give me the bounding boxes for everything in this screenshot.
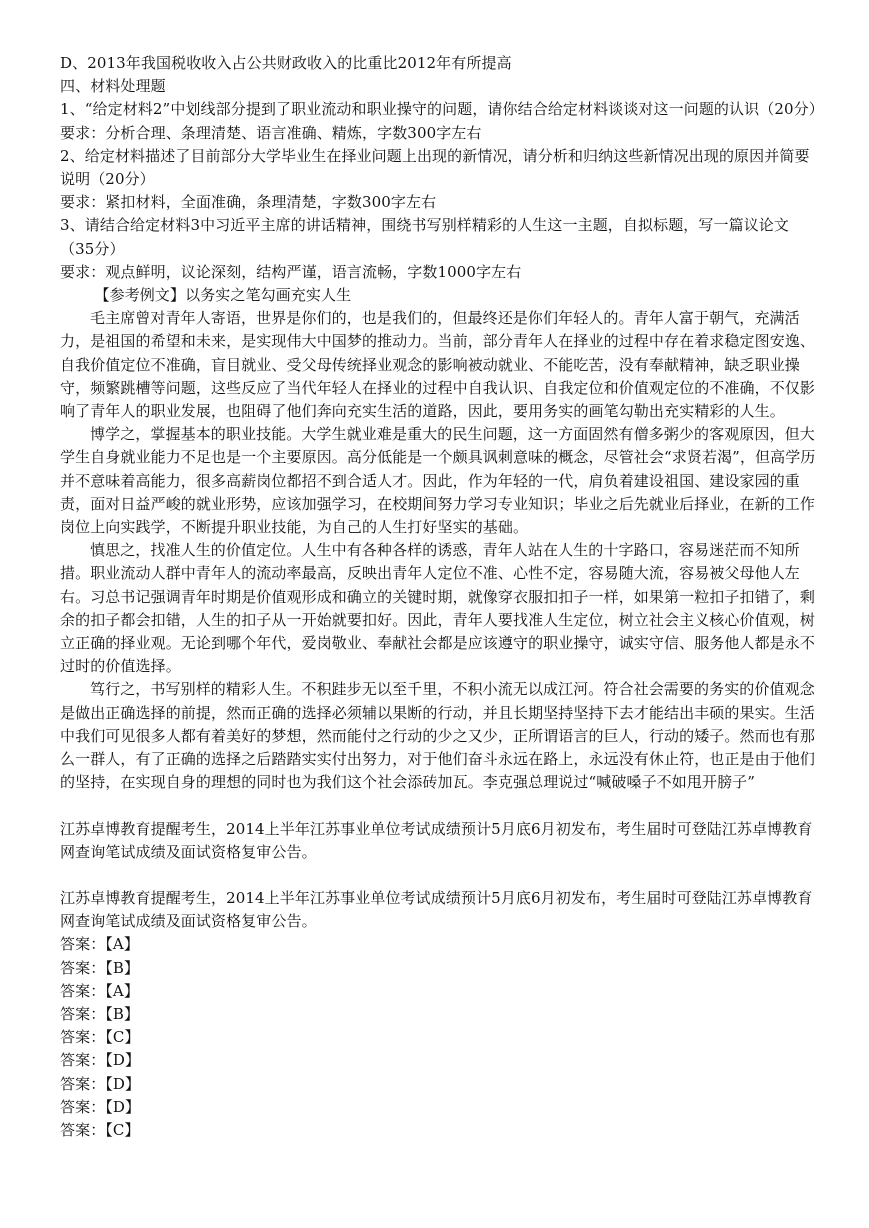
answer-item: 答案：【D】 — [60, 1074, 141, 1093]
spacer — [60, 864, 818, 887]
notice-2: 江苏卓博教育提醒考生，2014上半年江苏事业单位考试成绩预计5月底6月初发布，考生届时可登陆江苏卓博教育网查询笔试成绩及面试资格复审公告。 — [60, 888, 813, 931]
notice-1: 江苏卓博教育提醒考生，2014上半年江苏事业单位考试成绩预计5月底6月初发布，考生届时可登陆江苏卓博教育网查询笔试成绩及面试资格复审公告。 — [60, 819, 813, 861]
answer-item: 答案：【D】 — [60, 1097, 141, 1116]
document-page — [60, 52, 824, 1142]
requirement-1: 要求：分析合理、条理清楚、语言准确、精炼，字数300字左右 — [60, 123, 482, 142]
question-1: 1、“给定材料2”中划线部分提到了职业流动和职业操守的问题，请你结合给定材料谈谈对这一问题的认识（20分） — [60, 100, 824, 119]
answer-item: 答案：【A】 — [60, 981, 139, 1000]
essay-paragraph-1: 毛主席曾对青年人寄语，世界是你们的，也是我们的，但最终还是你们年轻人的。青年人富于朝气，充满活力，是祖国的希望和未来，是实现伟大中国梦的推动力。当前，部分青年人在择业的过程中存在着求稳定图安逸、自我价值定位不准确，盲目就业、受父母传统择业观念的影响被动就业、不能吃苦，没有奉献精神，缺乏职业操守，频繁跳槽等问题，这些反应了当代年轻人在择业的过程中自我认识、自我定位和价值观定位的不准确，不仅影响了青年人的职业发展，也阻碍了他们奔向充实生活的道路，因此，要用务实的画笔勾勒出充实精彩的人生。 — [60, 309, 816, 421]
answer-item: 答案：【D】 — [60, 1051, 141, 1070]
essay-paragraph-3: 慎思之，找准人生的价值定位。人生中有各种各样的诱惑，青年人站在人生的十字路口，容易迷茫而不知所措。职业流动人群中青年人的流动率最高，反映出青年人定位不准、心性不定，容易随大流，容易被父母他人左右。习总书记强调青年时期是价值观形成和确立的关键时期，就像穿衣服扣扣子一样，如果第一粒扣子扣错了，剩余的扣子都会扣错，人生的扣子从一开始就要扣好。因此，青年人要找准人生定位，树立社会主义核心价值观，树立正确的择业观。无论到哪个年代，爱岗敬业、奉献社会都是应该遵守的职业操守，诚实守信、服务他人都是永不过时的价值选择。 — [60, 541, 816, 676]
question-3: 3、请结合给定材料3中习近平主席的讲话精神，围绕书写别样精彩的人生这一主题，自拟标题，写一篇议论文（35分） — [60, 216, 789, 258]
spacer — [60, 795, 818, 818]
option-d-line: D、2013年我国税收收入占公共财政收入的比重比2012年有所提高 — [60, 54, 512, 72]
answer-list — [60, 933, 818, 1142]
answer-item: 答案：【C】 — [60, 1120, 140, 1139]
requirement-3: 要求：观点鲜明，议论深刻，结构严谨，语言流畅，字数1000字左右 — [60, 262, 522, 281]
answer-item: 答案：【B】 — [60, 1004, 140, 1023]
question-2: 2、给定材料描述了目前部分大学毕业生在择业问题上出现的新情况，请分析和归纳这些新情况出现的原因并简要说明（20分） — [60, 146, 810, 189]
requirement-2: 要求：紧扣材料，全面准确，条理清楚，字数300字左右 — [60, 193, 437, 212]
essay-paragraph-2: 博学之，掌握基本的职业技能。大学生就业难是重大的民生问题，这一方面固然有僧多粥少的客观原因，但大学生自身就业能力不足也是一个主要原因。高分低能是一个颇具讽刺意味的概念，尽管社会“求贤若渴”，但高学历并不意味着高能力，很多高薪岗位都招不到合适人才。因此，作为年轻的一代，肩负着建设祖国、建设家园的重责，面对日益严峻的就业形势，应该加强学习，在校期间努力学习专业知识；毕业之后先就业后择业，在新的工作岗位上向实践学，不断提升职业技能，为自己的人生打好坚实的基础。 — [60, 425, 816, 537]
essay-paragraph-4: 笃行之，书写别样的精彩人生。不积跬步无以至千里，不积小流无以成江河。符合社会需要的务实的价值观念是做出正确选择的前提，然而正确的选择必须辅以果断的行动，并且长期坚持坚持下去才能结出丰硕的果实。生活中我们可见很多人都有着美好的梦想，然而能付之行动的少之又少，正所谓语言的巨人，行动的矮子。然而也有那么一群人，有了正确的选择之后踏踏实实付出努力，对于他们奋斗永远在路上，永远没有休止符，也正是由于他们的坚持，在实现自身的理想的同时也为我们这个社会添砖加瓦。李克强总理说过“喊破嗓子不如甩开膀子” — [60, 680, 816, 792]
answer-item: 答案：【B】 — [60, 958, 140, 977]
answer-item: 答案：【A】 — [60, 935, 139, 954]
reference-essay-title: 【参考例文】以务实之笔勾画充实人生 — [94, 286, 352, 305]
section-heading: 四、材料处理题 — [60, 77, 166, 96]
answer-item: 答案：【C】 — [60, 1028, 140, 1047]
